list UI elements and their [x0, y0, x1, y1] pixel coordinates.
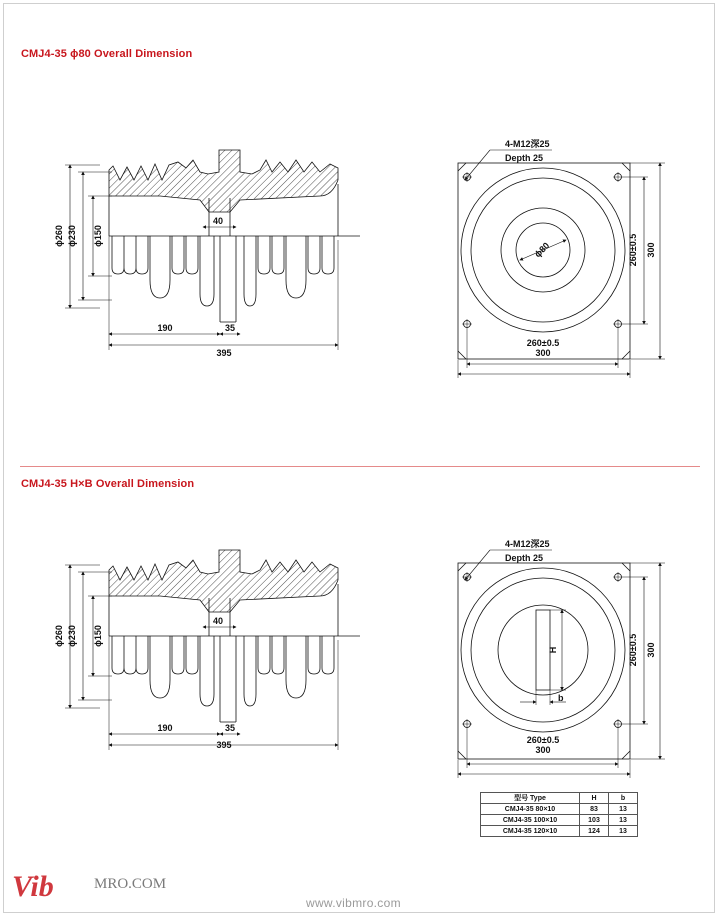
dim-d150: ϕ150 [93, 625, 103, 647]
dim-d260: ϕ260 [54, 625, 64, 647]
dim-d230: ϕ230 [67, 225, 77, 247]
dim-d230: ϕ230 [67, 625, 77, 647]
spec-cell: 103 [580, 815, 609, 826]
dim-inner-h: 260±0.5 [526, 735, 560, 745]
dim-40: 40 [212, 216, 224, 226]
dim-outer-h: 300 [535, 348, 551, 358]
spec-cell: 13 [609, 815, 638, 826]
side-dim-labels-1 [54, 216, 235, 358]
bolt-label: 4-M12深25 [505, 139, 550, 149]
dim-35: 35 [224, 723, 236, 733]
logo-script: Vib [12, 870, 54, 903]
dim-inner-v: 260±0.5 [628, 633, 638, 667]
table-row [481, 826, 638, 837]
section-title-phi80: CMJ4-35 ϕ80 Overall Dimension [21, 48, 193, 60]
dim-outer-v: 300 [646, 642, 656, 658]
bolt-label: 4-M12深25 [505, 539, 550, 549]
spec-cell: 13 [609, 826, 638, 837]
section-title-hxb: CMJ4-35 H×B Overall Dimension [21, 478, 195, 490]
dim-d260: ϕ260 [54, 225, 64, 247]
dim-d150: ϕ150 [93, 225, 103, 247]
spec-cell: 13 [609, 804, 638, 815]
table-row [481, 804, 638, 815]
spec-cell: CMJ4-35 80×10 [481, 804, 580, 815]
spec-table [480, 792, 638, 837]
bolt-depth-label: Depth 25 [505, 153, 544, 163]
side-view-hxb [65, 550, 360, 750]
dim-35: 35 [224, 323, 236, 333]
spec-cell: 83 [580, 804, 609, 815]
spec-header-type: 型号 Type [481, 793, 580, 804]
dim-inner-v: 260±0.5 [628, 233, 638, 267]
dim-395: 395 [216, 348, 232, 358]
spec-cell: CMJ4-35 100×10 [481, 815, 580, 826]
dim-outer-h: 300 [535, 745, 551, 755]
bolt-depth-label: Depth 25 [505, 553, 544, 563]
brand-logo [12, 870, 167, 904]
dim-b: b [558, 693, 564, 703]
dim-h: H [548, 646, 558, 654]
top-dim-labels-2 [505, 538, 656, 755]
table-row [481, 815, 638, 826]
dim-190: 190 [157, 323, 173, 333]
dim-190: 190 [157, 723, 173, 733]
spec-header-row [481, 793, 638, 804]
watermark-url: www.vibmro.com [306, 896, 401, 910]
top-dim-labels-1 [505, 138, 656, 358]
dim-inner-h: 260±0.5 [526, 338, 560, 348]
dim-outer-v: 300 [646, 242, 656, 258]
spec-cell: 124 [580, 826, 609, 837]
dim-395: 395 [216, 740, 232, 750]
spec-cell: CMJ4-35 120×10 [481, 826, 580, 837]
dim-bore: ϕ80 [532, 240, 552, 260]
bore-hxb [498, 605, 588, 705]
spec-header-b: b [609, 793, 638, 804]
dim-40: 40 [212, 616, 224, 626]
spec-header-h: H [580, 793, 609, 804]
side-view-phi80 [65, 150, 360, 350]
logo-domain: MRO.COM [94, 876, 167, 892]
